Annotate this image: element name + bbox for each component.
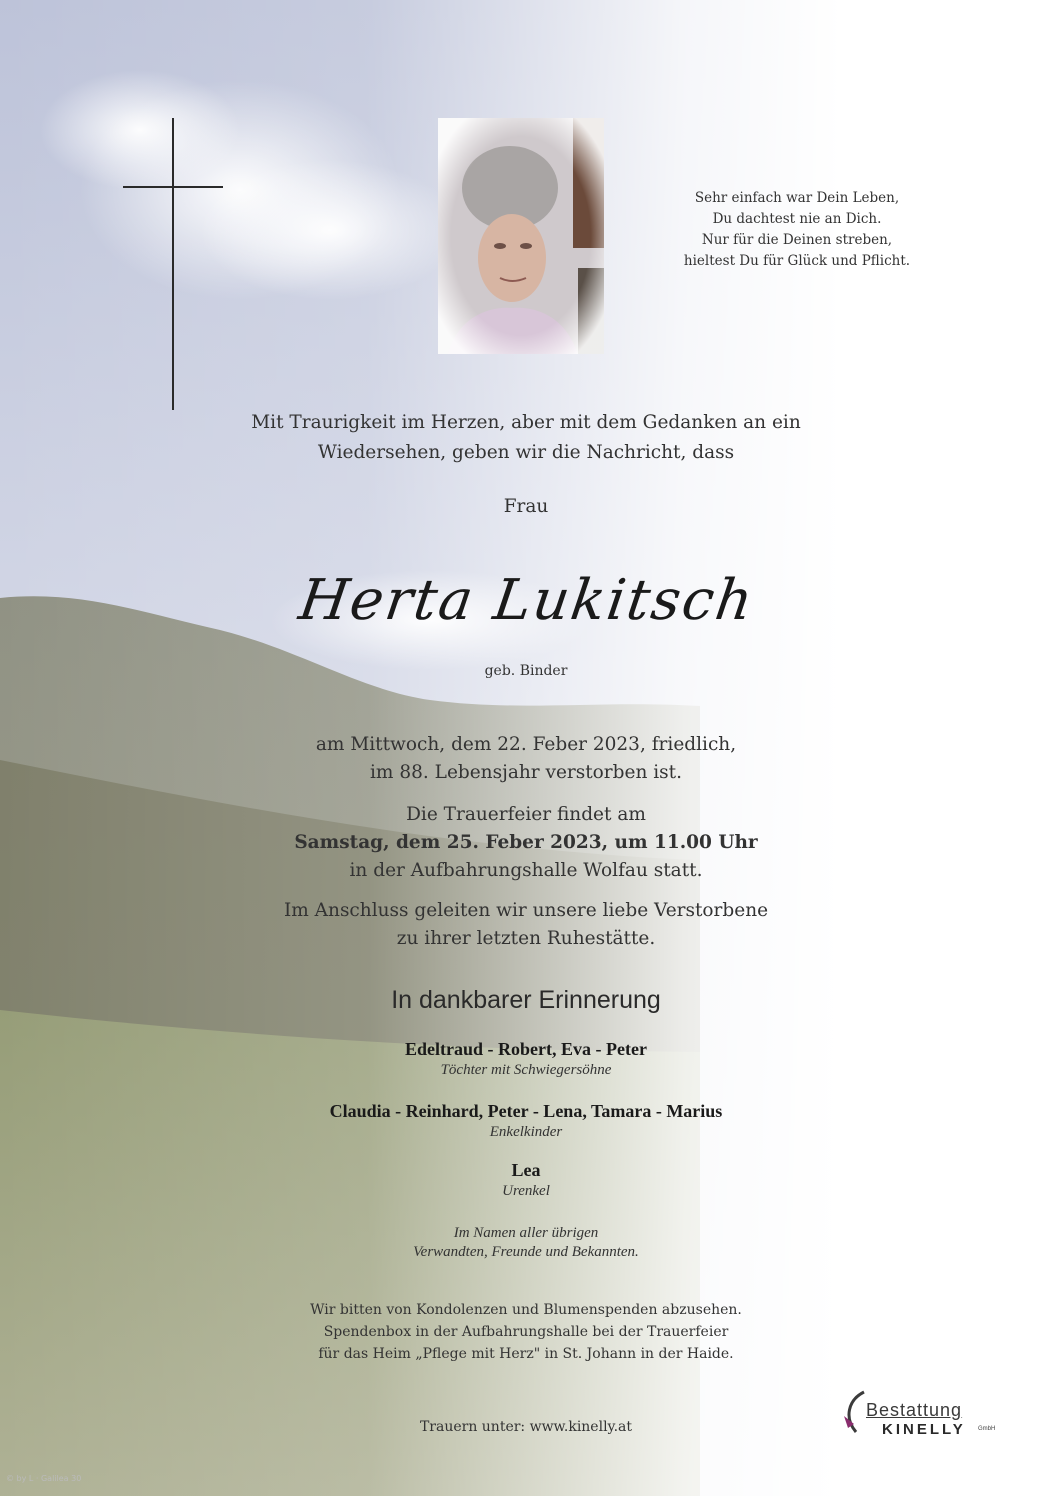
poem-line: Nur für die Deinen streben, [701,232,893,248]
logo-suffix: GmbH [978,1426,996,1432]
escort-line-1: Im Anschluss geleiten wir unsere liebe Verstorbene [283,900,769,921]
poem [652,188,942,272]
family-names: Claudia - Reinhard, Peter - Lena, Tamara - Marius [329,1101,723,1121]
salutation: Frau [503,496,549,517]
mourning-link[interactable]: Trauern unter: www.kinelly.at [419,1419,633,1435]
remembrance-heading: In dankbarer Erinnerung [391,986,661,1014]
family-names: Lea [511,1160,541,1180]
ceremony-date: Samstag, dem 25. Feber 2023, um 11.00 Uhr [294,832,758,853]
ceremony-line-3: in der Aufbahrungshalle Wolfau statt. [349,860,703,881]
poem-line: hieltest Du für Glück und Pflicht. [683,253,911,269]
logo-top-text: Bestattung [866,1400,963,1420]
copyright-note: © by L · Galilea 30 [6,1474,82,1483]
logo-bottom-text: KINELLY [882,1421,966,1438]
death-line-1: am Mittwoch, dem 22. Feber 2023, friedlich, [315,734,737,755]
request-line-3: für das Heim „Pflege mit Herz" in St. Johann in der Haide. [318,1346,734,1362]
request-line-2: Spendenbox in der Aufbahrungshalle bei der Trauerfeier [323,1324,729,1340]
deceased-name: Herta Lukitsch [295,568,759,633]
intro-line-1: Mit Traurigkeit im Herzen, aber mit dem Gedanken an ein [251,412,801,433]
intro-line-2: Wiedersehen, geben wir die Nachricht, dass [317,442,735,463]
request-line-1: Wir bitten von Kondolenzen und Blumenspenden abzusehen. [310,1302,742,1318]
others-line-2: Verwandten, Freunde und Bekannten. [413,1244,639,1260]
poem-line: Sehr einfach war Dein Leben, [694,190,900,206]
family-relation: Urenkel [502,1183,550,1199]
bestattung-kinelly-logo [838,1388,998,1446]
cross-horizontal-bar [123,186,223,188]
maiden-name: geb. Binder [484,663,568,679]
death-line-2: im 88. Lebensjahr verstorben ist. [370,762,682,783]
poem-line: Du dachtest nie an Dich. [712,211,882,227]
family-relation: Töchter mit Schwiegersöhne [440,1062,612,1078]
ceremony-line-1: Die Trauerfeier findet am [406,804,646,825]
family-relation: Enkelkinder [489,1124,563,1140]
portrait-photo [438,118,604,354]
others-line-1: Im Namen aller übrigen [453,1225,599,1241]
cross-vertical-bar [172,118,174,410]
escort-line-2: zu ihrer letzten Ruhestätte. [396,928,656,949]
family-names: Edeltraud - Robert, Eva - Peter [405,1039,647,1059]
